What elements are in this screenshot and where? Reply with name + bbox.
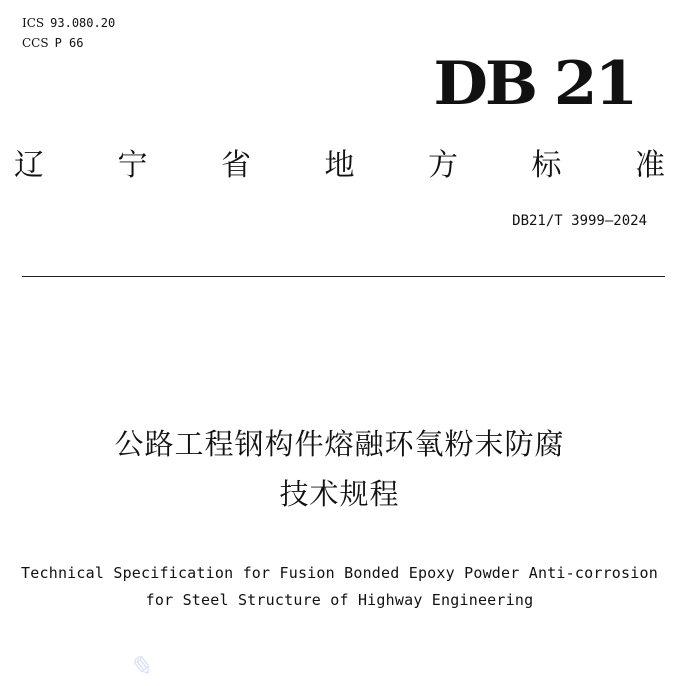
chinese-title-line-1: 公路工程钢构件熔融环氧粉末防腐 <box>114 427 565 461</box>
english-title-line-2: for Steel Structure of Highway Engineering <box>145 591 534 609</box>
standard-type-char: 标 <box>531 148 562 183</box>
db21-logo: DB 21 <box>433 49 635 119</box>
standard-number: DB21/T 3999—2024 <box>512 213 647 229</box>
standard-type-heading <box>14 146 665 186</box>
ics-label: ICS <box>22 16 45 30</box>
standard-type-char: 辽 <box>14 148 44 183</box>
horizontal-divider <box>22 276 665 277</box>
standard-type-char: 方 <box>428 148 458 183</box>
standard-type-char: 地 <box>324 148 355 183</box>
ccs-label: CCS <box>22 36 49 50</box>
ics-value: 93.080.20 <box>50 16 116 30</box>
english-title-line-1: Technical Specification for Fusion Bonded Epoxy Powder Anti-corrosion <box>21 564 658 582</box>
chinese-title-line-2: 技术规程 <box>279 477 400 511</box>
ccs-value: P 66 <box>54 36 84 50</box>
ccs-code <box>22 36 84 50</box>
standard-type-char: 准 <box>635 148 665 183</box>
standard-type-char: 宁 <box>117 148 148 183</box>
ics-code <box>22 16 115 30</box>
watermark-mark: ✎ <box>128 650 152 683</box>
standard-type-char: 省 <box>221 148 251 183</box>
